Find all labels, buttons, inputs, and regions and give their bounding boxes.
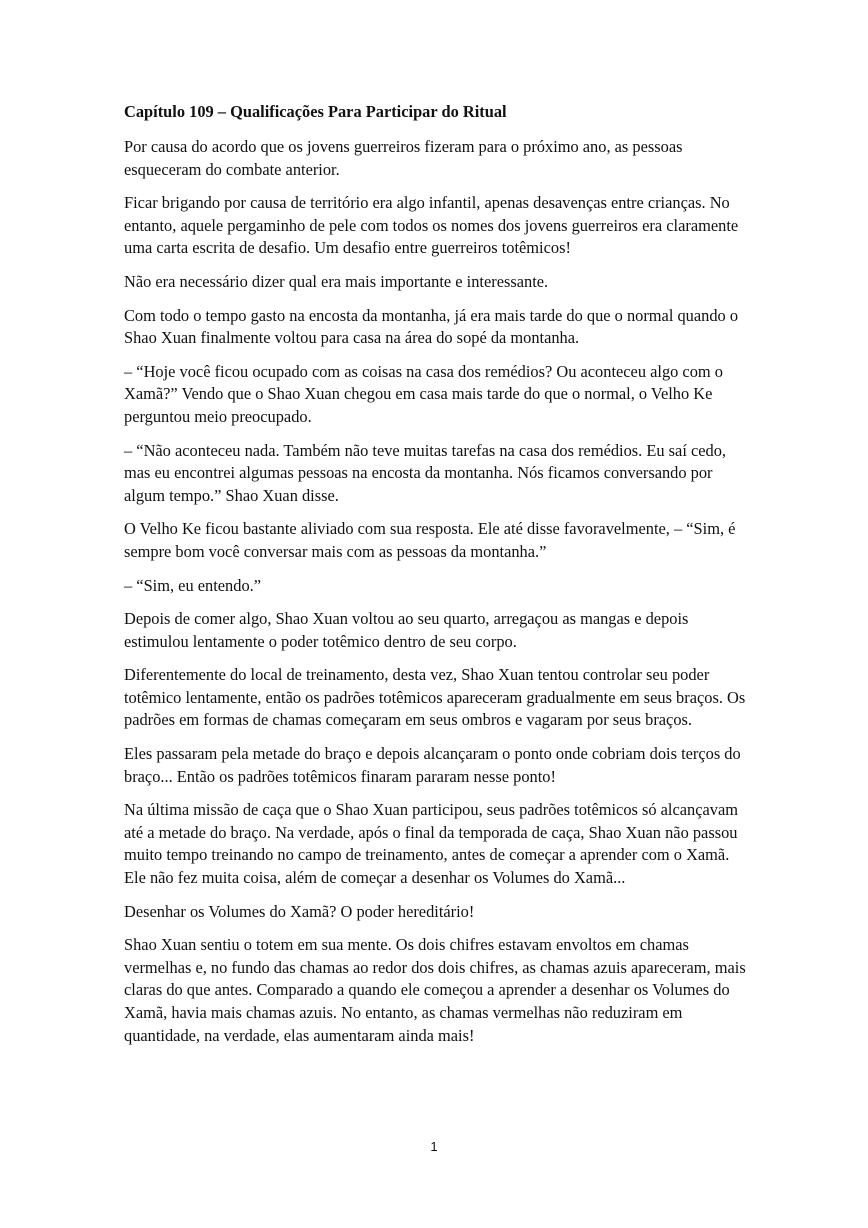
paragraph-8: – “Sim, eu entendo.” <box>124 575 262 595</box>
paragraph-10: Diferentemente do local de treinamento, desta vez, Shao Xuan tentou controlar seu poder totêmico lentamente, então os padrões totêmicos apareceram gradualmente em seus braços. Os padrões em formas de chamas começaram em seus ombros e vagaram por seus braços. <box>124 665 746 730</box>
paragraph-1: Por causa do acordo que os jovens guerreiros fizeram para o próximo ano, as pessoas esqueceram do combate anterior. <box>124 137 683 179</box>
paragraph-12: Na última missão de caça que o Shao Xuan participou, seus padrões totêmicos só alcançavam até a metade do braço. Na verdade, após o final da temporada de caça, Shao Xuan não passou muito tempo treinando no campo de treinamento, antes de começar a aprender com o Xamã. Ele não fez muita coisa, além de começar a desenhar os Volumes do Xamã... <box>124 800 739 888</box>
paragraph-7: O Velho Ke ficou bastante aliviado com sua resposta. Ele até disse favoravelmente, – “Sim, é sempre bom você conversar mais com as pessoas da montanha.” <box>124 519 736 561</box>
paragraph-11: Eles passaram pela metade do braço e depois alcançaram o ponto onde cobriam dois terços do braço... Então os padrões totêmicos finaram pararam nesse ponto! <box>124 744 741 786</box>
chapter-title: Capítulo 109 – Qualificações Para Participar do Ritual <box>124 102 507 121</box>
paragraph-6: – “Não aconteceu nada. Também não teve muitas tarefas na casa dos remédios. Eu saí cedo, mas eu encontrei algumas pessoas na encosta da montanha. Nós ficamos conversando por algum tempo.” Shao Xuan disse. <box>124 440 727 505</box>
paragraph-13: Desenhar os Volumes do Xamã? O poder hereditário! <box>124 901 475 921</box>
document-page <box>124 101 746 1058</box>
paragraph-4: Com todo o tempo gasto na encosta da montanha, já era mais tarde do que o normal quando o Shao Xuan finalmente voltou para casa na área do sopé da montanha. <box>124 305 739 348</box>
page-number: 1 <box>430 1139 438 1154</box>
paragraph-9: Depois de comer algo, Shao Xuan voltou ao seu quarto, arregaçou as mangas e depois estimulou lentamente o poder totêmico dentro de seu corpo. <box>124 609 689 651</box>
paragraph-2: Ficar brigando por causa de território era algo infantil, apenas desavenças entre crianças. No entanto, aquele pergaminho de pele com todos os nomes dos jovens guerreiros era claramente uma carta escrita de desafio. Um desafio entre guerreiros totêmicos! <box>124 193 739 258</box>
paragraph-3: Não era necessário dizer qual era mais importante e interessante. <box>124 271 549 291</box>
paragraph-5: – “Hoje você ficou ocupado com as coisas na casa dos remédios? Ou aconteceu algo com o Xamã?” Vendo que o Shao Xuan chegou em casa mais tarde do que o normal, o Velho Ke perguntou meio preocupado. <box>124 361 723 426</box>
paragraph-14: Shao Xuan sentiu o totem em sua mente. Os dois chifres estavam envoltos em chamas vermelhas e, no fundo das chamas ao redor dos dois chifres, as chamas azuis apareceram, mais claras do que antes. Comparado a quando ele começou a aprender a desenhar os Volumes do Xamã, havia mais chamas azuis. No entanto, as chamas vermelhas não reduziram em quantidade, na verdade, elas aumentaram ainda mais! <box>124 935 746 1045</box>
